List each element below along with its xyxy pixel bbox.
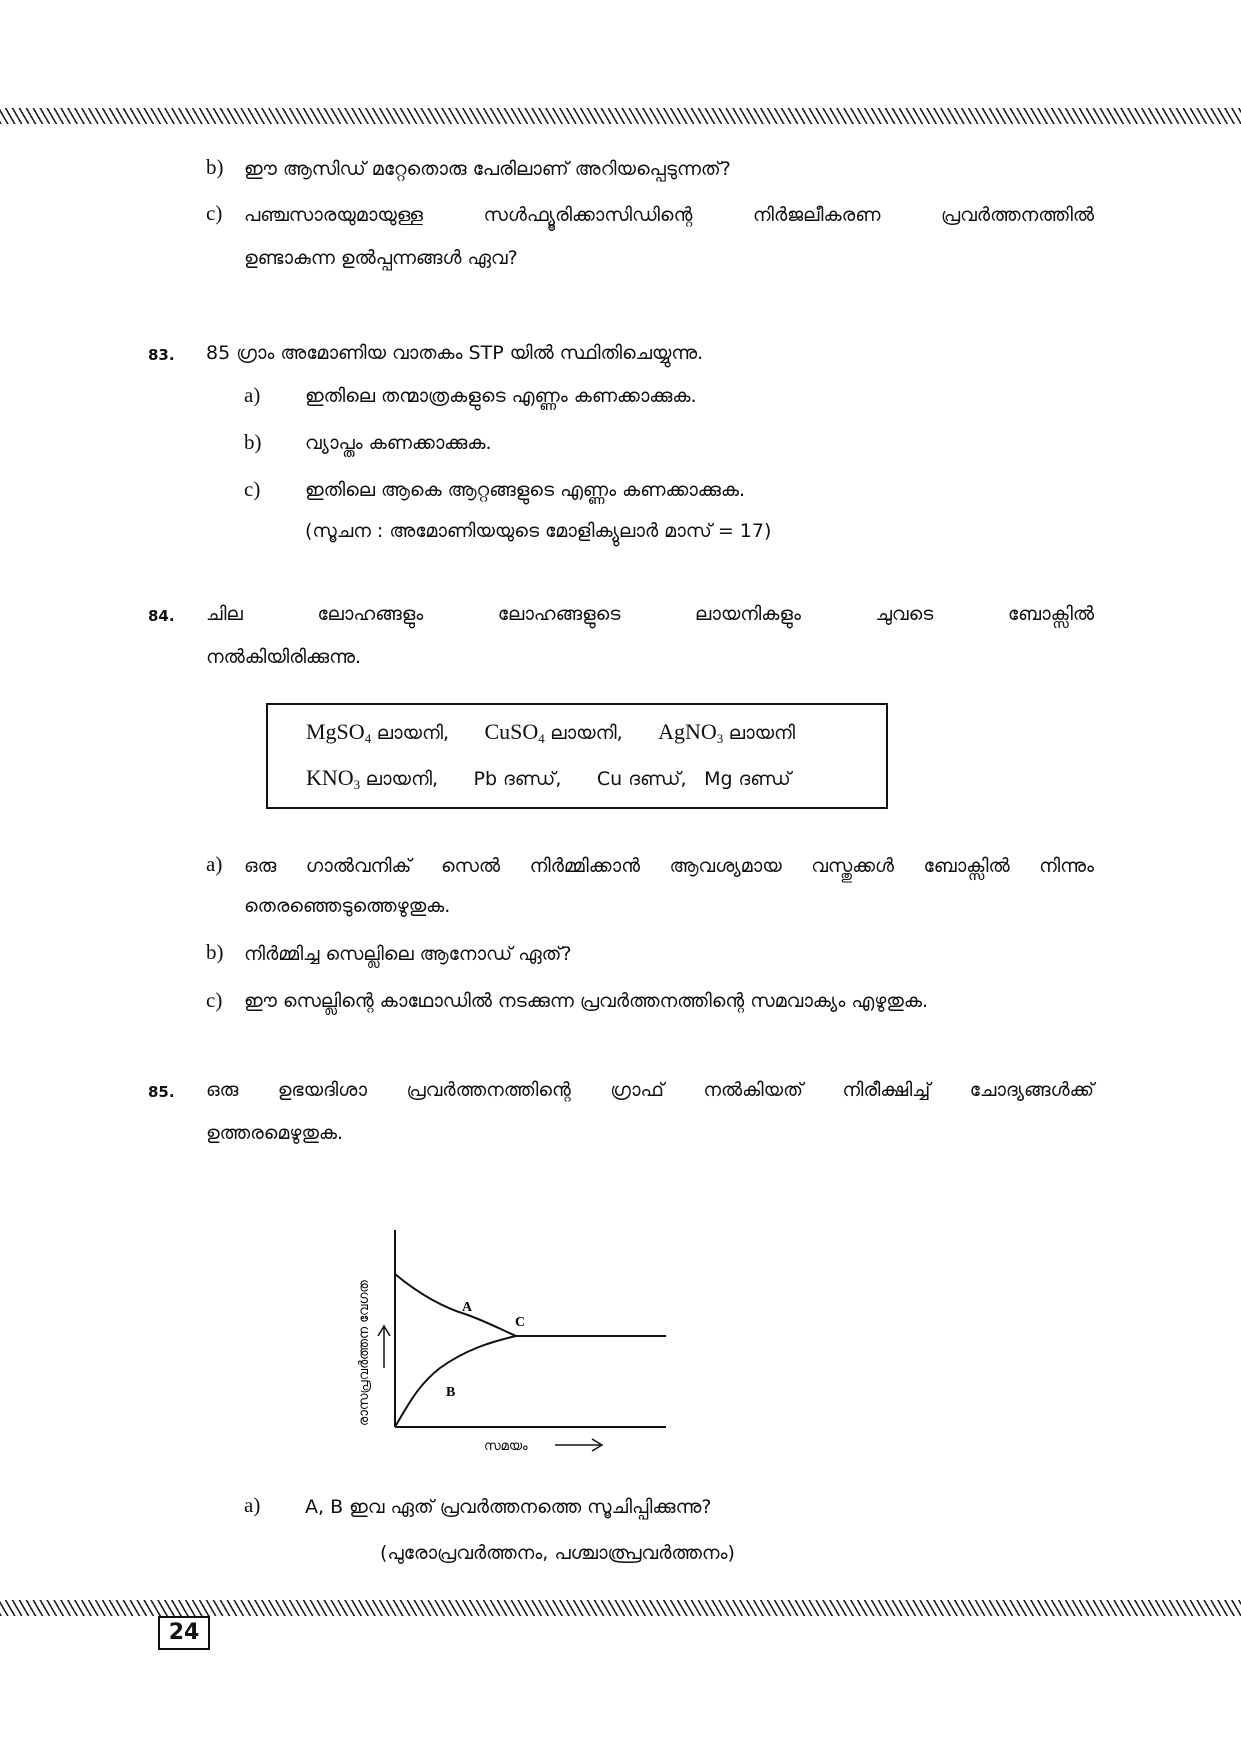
q82-b-label: b) xyxy=(206,155,224,179)
q84-question-line1: ചില ലോഹങ്ങളും ലോഹങ്ങളുടെ ലായനികളും ചുവടെ ബോക്സിൽ xyxy=(206,603,1094,625)
q83-number: 83. xyxy=(148,346,175,364)
q83-question: 85 ഗ്രാം അമോണിയ വാതകം STP യിൽ സ്ഥിതിചെയ്യുന്നു. xyxy=(206,342,704,364)
x-axis-label: സമയം xyxy=(484,1439,528,1454)
q83-a-label: a) xyxy=(244,383,261,407)
bottom-hatch-border xyxy=(0,1600,1241,1616)
q85-question-line2: ഉത്തരമെഴുതുക. xyxy=(206,1122,344,1144)
q83-c-label: c) xyxy=(244,477,261,501)
page-number: 24 xyxy=(158,1616,210,1650)
q84-b-label: b) xyxy=(206,940,224,964)
q83-b-text: വ്യാപ്തം കണക്കാക്കുക. xyxy=(305,432,492,454)
curve-a-label: A xyxy=(462,1300,473,1315)
point-c-label: C xyxy=(515,1315,526,1330)
mg-rod: Mg ദണ്ഡ് xyxy=(704,768,791,790)
curve-b xyxy=(395,1336,516,1427)
q85-a-label: a) xyxy=(244,1493,261,1517)
curve-b-label: B xyxy=(446,1385,456,1400)
q83-hint: (സൂചന : അമോണിയയുടെ മോളിക്യുലാർ മാസ് = 17) xyxy=(305,520,772,542)
q83-b-label: b) xyxy=(244,430,262,454)
q85-a-hint: (പുരോപ്രവർത്തനം, പശ്ചാത്പ്രവർത്തനം) xyxy=(380,1542,735,1564)
q82-c-text-line2: ഉണ്ടാകുന്ന ഉൽപ്പന്നങ്ങൾ ഏവ? xyxy=(244,247,518,269)
q84-number: 84. xyxy=(148,607,175,625)
top-hatch-border xyxy=(0,108,1241,124)
pb-rod: Pb ദണ്ഡ്, xyxy=(473,768,562,790)
q82-b-text: ഈ ആസിഡ് മറ്റേതൊരു പേരിലാണ് അറിയപ്പെടുന്നത്? xyxy=(244,158,731,180)
q84-a-text-line1: ഒരു ഗാൽവനിക് സെൽ നിർമ്മിക്കാൻ ആവശ്യമായ വസ്തുക്കൾ ബോക്സിൽ നിന്നും xyxy=(244,855,1094,877)
y-axis-label: രാസപ്രവർത്തന വേഗത xyxy=(357,1280,372,1426)
cuso4-solution: CuSO$_4$ ലായനി, xyxy=(484,719,623,746)
q84-question-line2: നൽകിയിരിക്കുന്നു. xyxy=(206,646,362,668)
q84-c-text: ഈ സെല്ലിന്റെ കാഥോഡിൽ നടക്കുന്ന പ്രവർത്തനത്തിന്റെ സമവാക്യം എഴുതുക. xyxy=(244,990,929,1012)
q82-c-text-line1: പഞ്ചസാരയുമായുള്ള സൾഫ്യൂരിക്കാസിഡിന്റെ നിർജലീകരണ പ്രവർത്തനത്തിൽ xyxy=(244,204,1094,226)
materials-box xyxy=(266,703,888,809)
q85-number: 85. xyxy=(148,1083,175,1101)
cu-rod: Cu ദണ്ഡ്, xyxy=(596,768,687,790)
q82-c-label: c) xyxy=(206,201,223,225)
q83-c-text: ഇതിലെ ആകെ ആറ്റങ്ങളുടെ എണ്ണം കണക്കാക്കുക. xyxy=(305,479,746,501)
box-row-1 xyxy=(306,719,795,747)
q84-a-label: a) xyxy=(206,852,223,876)
curve-a xyxy=(395,1274,516,1336)
reaction-rate-graph xyxy=(350,1220,670,1460)
q85-question-line1: ഒരു ഉഭയദിശാ പ്രവർത്തനത്തിന്റെ ഗ്രാഫ് നൽകിയത് നിരീക്ഷിച്ച് ചോദ്യങ്ങൾക്ക് xyxy=(206,1079,1094,1101)
q84-a-text-line2: തെരഞ്ഞെടുത്തെഴുതുക. xyxy=(244,895,451,917)
agno3-solution: AgNO$_3$ ലായനി xyxy=(658,719,796,746)
q83-a-text: ഇതിലെ തന്മാത്രകളുടെ എണ്ണം കണക്കാക്കുക. xyxy=(305,385,697,407)
mgso4-solution: MgSO$_4$ ലായനി, xyxy=(306,719,449,746)
q84-c-label: c) xyxy=(206,988,223,1012)
box-row-2 xyxy=(306,765,791,793)
q84-b-text: നിർമ്മിച്ച സെല്ലിലെ ആനോഡ് ഏത്? xyxy=(244,943,572,965)
kno3-solution: $KNO_3$ ലായനി, xyxy=(306,765,438,792)
q85-a-text: A, B ഇവ ഏത് പ്രവർത്തനത്തെ സൂചിപ്പിക്കുന്നു? xyxy=(305,1496,712,1518)
